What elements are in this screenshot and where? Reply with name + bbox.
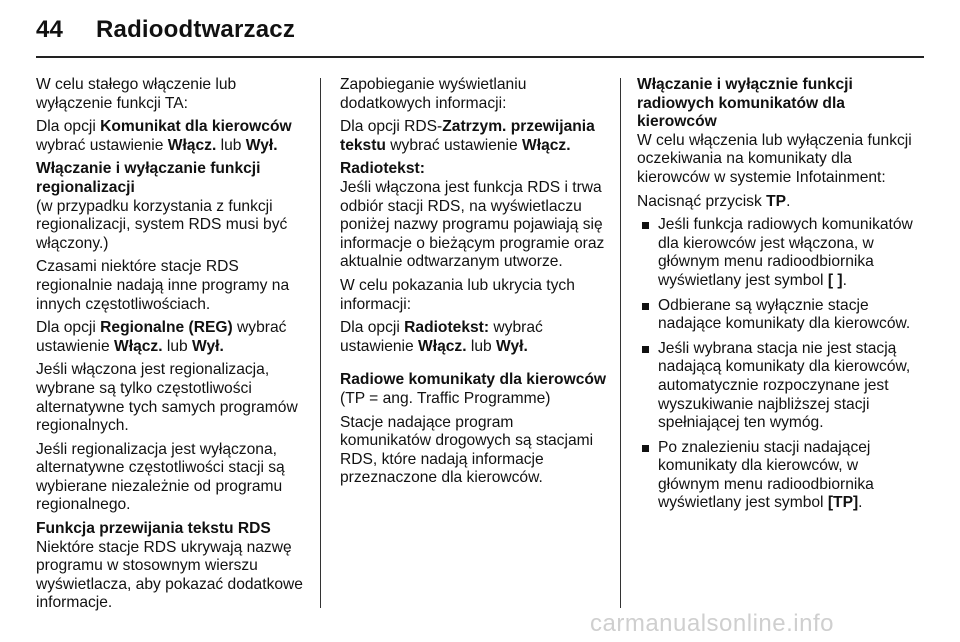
column-3 xyxy=(637,76,917,519)
list-item: Jeśli funkcja radiowych komunikatów dla kierowców jest włączona, w głównym menu radioodbiornika wyświetlany jest symbol [ ]. xyxy=(637,216,917,290)
page-header xyxy=(36,16,295,44)
paragraph: (TP = ang. Traffic Programme) xyxy=(340,389,551,407)
section-heading: Funkcja przewijania tekstu RDS xyxy=(36,520,271,538)
list-item: Po znalezieniu stacji nadającej komunikaty dla kierowców, w głównym menu radioodbiornika wyświetlany jest symbol [TP]. xyxy=(637,439,917,513)
paragraph: Stacje nadające program komunikatów drogowych są stacjami RDS, które nadają informacje przeznaczone dla kierowców. xyxy=(340,413,594,487)
paragraph: Jeśli regionalizacja jest wyłączona, alternatywne częstotliwości stacji są wybierane niezależnie od programu regionalnego. xyxy=(36,440,285,514)
bullet-list xyxy=(637,216,917,513)
header-rule xyxy=(36,56,924,58)
section-heading: Włączanie i wyłącznie funkcji radiowych komunikatów dla kierowców xyxy=(637,76,853,131)
section-heading: Radiotekst: xyxy=(340,160,425,178)
page-number: 44 xyxy=(36,16,64,43)
paragraph: Dla opcji RDS-Zatrzym. przewijania tekstu wybrać ustawienie Włącz. xyxy=(340,118,595,154)
list-item: Jeśli wybrana stacja nie jest stacją nadającą komunikaty dla kierowców, automatycznie rozpoczynane jest wyszukiwanie najbliższej stacji spełniającej ten wymóg. xyxy=(637,340,917,433)
page-title: Radioodtwarzacz xyxy=(95,16,296,43)
paragraph: Jeśli włączona jest funkcja RDS i trwa odbiór stacji RDS, na wyświetlaczu poniżej nazwy programu pojawiają się informacje o bieżącym programie oraz aktualnie odtwarzanym utworze. xyxy=(340,178,605,271)
column-divider-2 xyxy=(620,78,621,608)
paragraph: W celu włączenia lub wyłączenia funkcji oczekiwania na komunikaty dla kierowców w systemie Infotainment: xyxy=(637,131,912,186)
column-1 xyxy=(36,76,316,618)
paragraph: Dla opcji Radiotekst: wybrać ustawienie Włącz. lub Wył. xyxy=(340,319,543,355)
paragraph: (w przypadku korzystania z funkcji regionalizacji, system RDS musi być włączony.) xyxy=(36,197,288,252)
section-heading: Włączanie i wyłączanie funkcji regionalizacji xyxy=(36,160,261,196)
paragraph: Dla opcji Komunikat dla kierowców wybrać ustawienie Włącz. lub Wył. xyxy=(36,118,292,154)
paragraph: Zapobieganie wyświetlaniu dodatkowych informacji: xyxy=(340,76,527,112)
paragraph: Nacisnąć przycisk TP. xyxy=(637,192,791,210)
paragraph: Niektóre stacje RDS ukrywają nazwę programu w stosownym wierszu wyświetlacza, aby pokazać dodatkowe informacje. xyxy=(36,538,303,612)
list-item: Odbierane są wyłącznie stacje nadające komunikaty dla kierowców. xyxy=(637,297,917,334)
paragraph: Czasami niektóre stacje RDS regionalnie nadają inne programy na innych częstotliwościach. xyxy=(36,258,290,313)
section-heading: Radiowe komunikaty dla kierowców xyxy=(340,371,607,389)
paragraph: W celu stałego włączenie lub wyłączenie funkcji TA: xyxy=(36,76,237,112)
paragraph: Dla opcji Regionalne (REG) wybrać ustawienie Włącz. lub Wył. xyxy=(36,319,287,355)
paragraph: Jeśli włączona jest regionalizacja, wybrane są tylko częstotliwości alternatywne tych samych programów regionalnych. xyxy=(36,361,298,435)
watermark: carmanualsonline.info xyxy=(590,610,834,637)
column-2 xyxy=(340,76,608,493)
column-divider-1 xyxy=(320,78,321,608)
paragraph: W celu pokazania lub ukrycia tych informacji: xyxy=(340,276,575,313)
